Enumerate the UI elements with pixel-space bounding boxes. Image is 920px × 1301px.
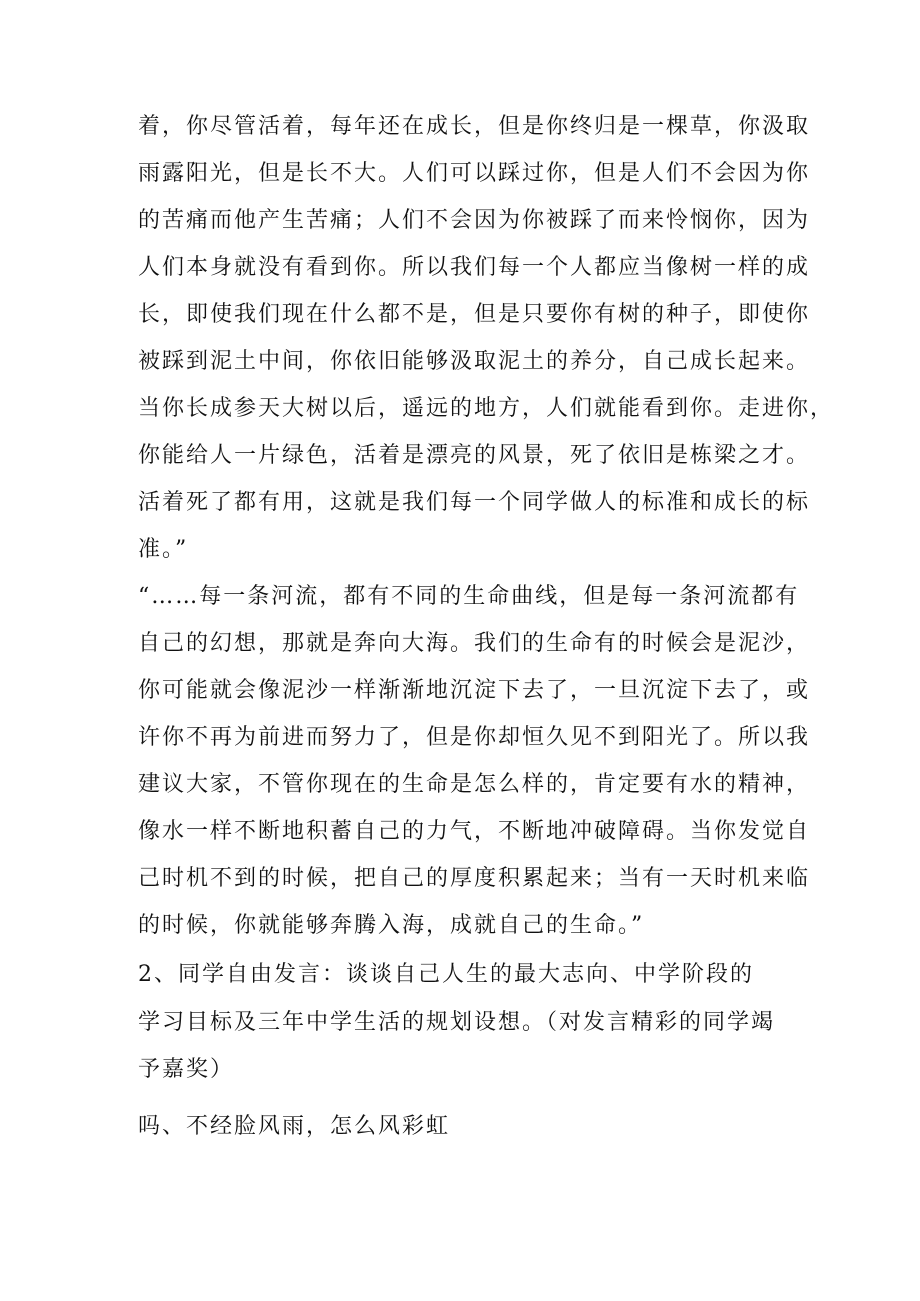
text-line: 被踩到泥土中间，你依旧能够汲取泥土的养分，自己成长起来。 (138, 349, 811, 374)
text-line: 己时机不到的时候，把自己的厚度积累起来；当有一天时机来临 (138, 866, 811, 891)
text-line: 予嘉奖） (138, 1057, 235, 1082)
text-line: 着，你尽管活着，每年还在成长，但是你终归是一棵草，你汲取 (138, 114, 811, 139)
text-line: 建议大家，不管你现在的生命是怎么样的，肯定要有水的精神， (138, 772, 811, 797)
text-line: 学习目标及三年中学生活的规划设想。（对发言精彩的同学竭 (138, 1010, 776, 1035)
text-line: 你能给人一片绿色，活着是漂亮的风景，死了依旧是栋梁之才。 (138, 443, 811, 468)
text-line: 活着死了都有用，这就是我们每一个同学做人的标准和成长的标 (138, 490, 811, 515)
text-line: 雨露阳光，但是长不大。人们可以踩过你，但是人们不会因为你 (138, 161, 811, 186)
text-line: 许你不再为前进而努力了，但是你却恒久见不到阳光了。所以我 (138, 725, 811, 750)
text-line: 准。” (138, 537, 189, 562)
text-line: 你可能就会像泥沙一样渐渐地沉淀下去了，一旦沉淀下去了，或 (138, 678, 811, 703)
text-line: 像水一样不断地积蓄自己的力气，不断地冲破障碍。当你发觉自 (138, 819, 811, 844)
text-line: 2、同学自由发言：谈谈自己人生的最大志向、中学阶段的 (138, 962, 754, 987)
text-line: “……每一条河流，都有不同的生命曲线，但是每一条河流都有 (138, 584, 800, 609)
text-line: 当你长成参天大树以后，遥远的地方，人们就能看到你。走进你， (138, 396, 835, 421)
text-line: 自己的幻想，那就是奔向大海。我们的生命有的时候会是泥沙， (138, 631, 811, 656)
text-line: 人们本身就没有看到你。所以我们每一个人都应当像树一样的成 (138, 255, 811, 280)
text-line: 长，即使我们现在什么都不是，但是只要你有树的种子，即使你 (138, 302, 811, 327)
text-line: 吗、不经脸风雨，怎么风彩虹 (138, 1114, 451, 1139)
text-line: 的时候，你就能够奔腾入海，成就自己的生命。” (138, 913, 645, 938)
text-line: 的苦痛而他产生苦痛；人们不会因为你被踩了而来怜悯你，因为 (138, 208, 811, 233)
